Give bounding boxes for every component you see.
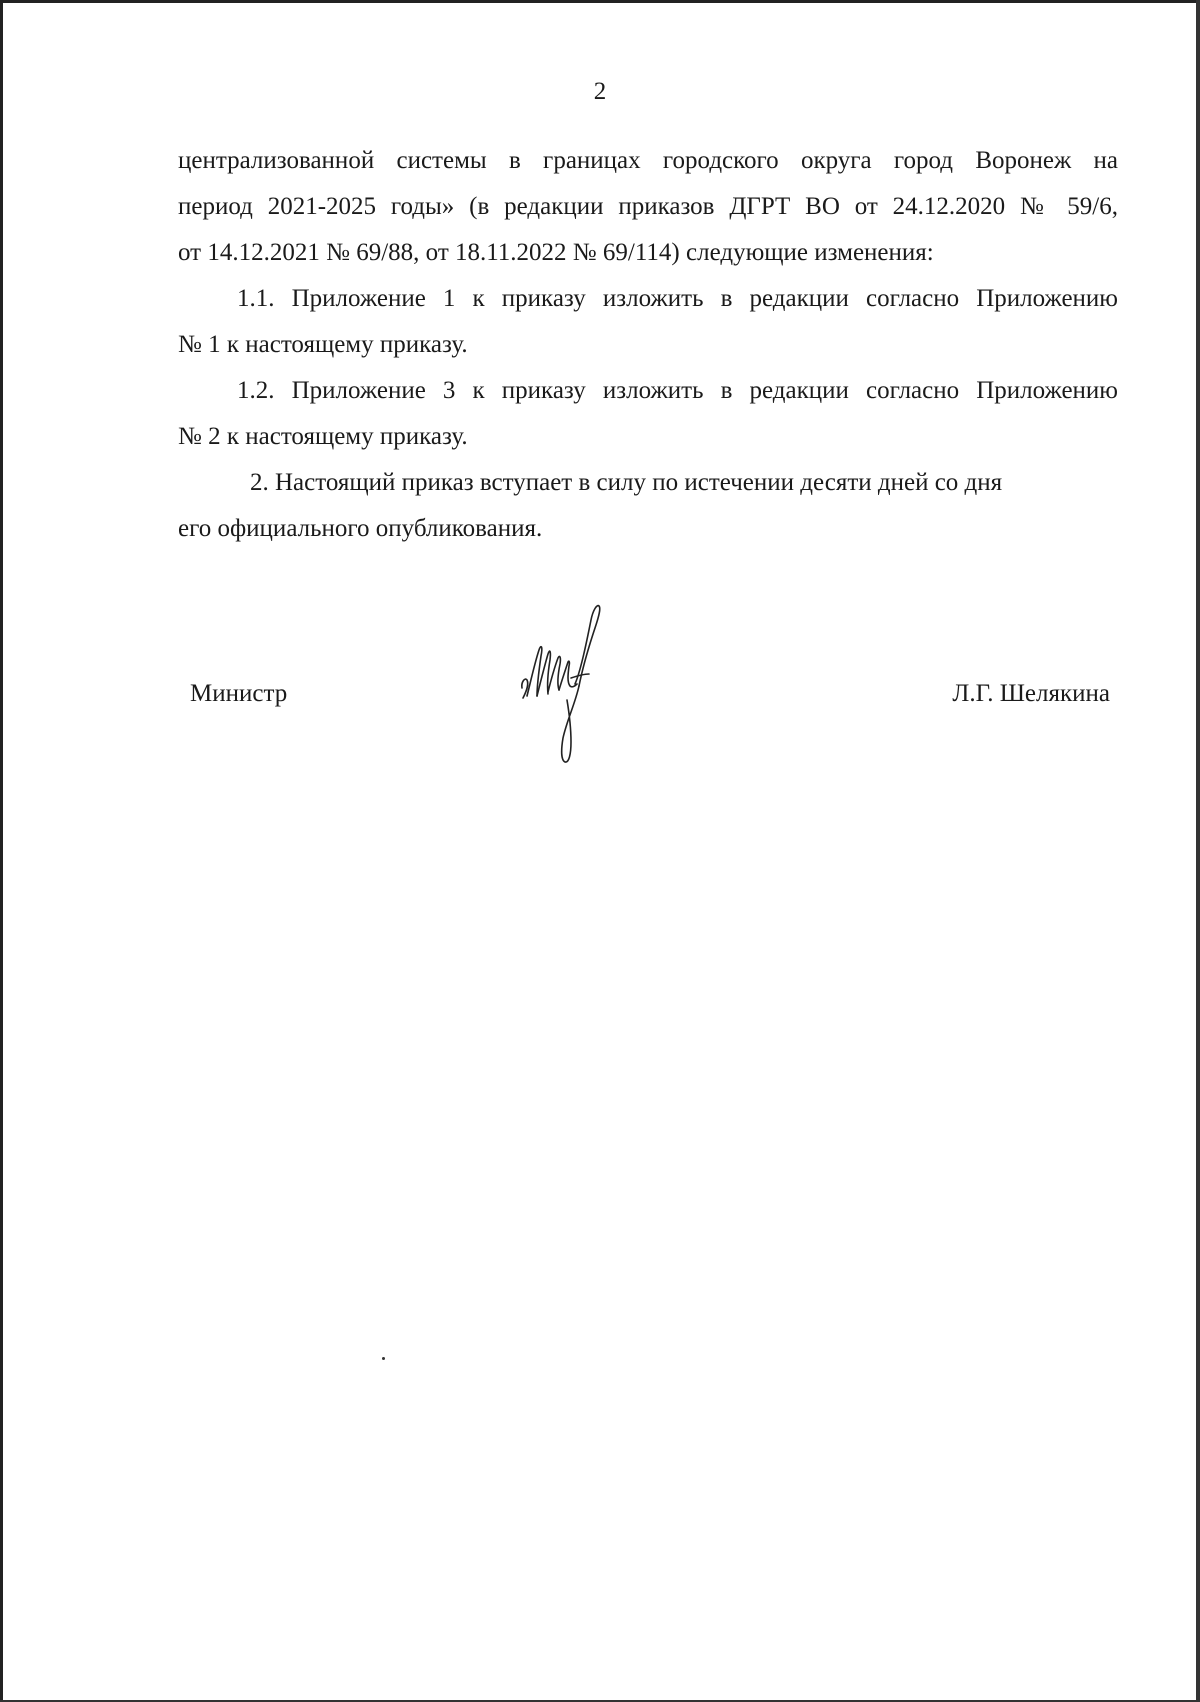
scan-speck: [382, 1357, 385, 1360]
scan-edge-left: [0, 0, 3, 1702]
scan-edge-top: [0, 0, 1200, 3]
body-line: 2. Настоящий приказ вступает в силу по истечении десяти дней со дня: [250, 469, 1003, 496]
body-line: от 14.12.2021 № 69/88, от 18.11.2022 № 69/114) следующие изменения:: [178, 239, 934, 266]
body-line: его официального опубликования.: [178, 515, 543, 542]
signer-name: Л.Г. Шелякина: [952, 680, 1110, 707]
body-line: централизованной системы в границах городского округа город Воронеж на: [178, 147, 1118, 174]
body-line: № 2 к настоящему приказу.: [178, 423, 468, 450]
page-number: 2: [593, 78, 607, 105]
signer-position: Министр: [190, 680, 288, 707]
body-line: период 2021-2025 годы» (в редакции приказов ДГРТ ВО от 24.12.2020 № 59/6,: [178, 193, 1118, 220]
handwritten-signature: [515, 600, 635, 775]
document-body: [178, 138, 1118, 552]
body-line: № 1 к настоящему приказу.: [178, 331, 468, 358]
body-line: 1.2. Приложение 3 к приказу изложить в редакции согласно Приложению: [237, 377, 1118, 404]
body-line: 1.1. Приложение 1 к приказу изложить в редакции согласно Приложению: [237, 285, 1118, 312]
scan-edge-right: [1196, 0, 1200, 1702]
